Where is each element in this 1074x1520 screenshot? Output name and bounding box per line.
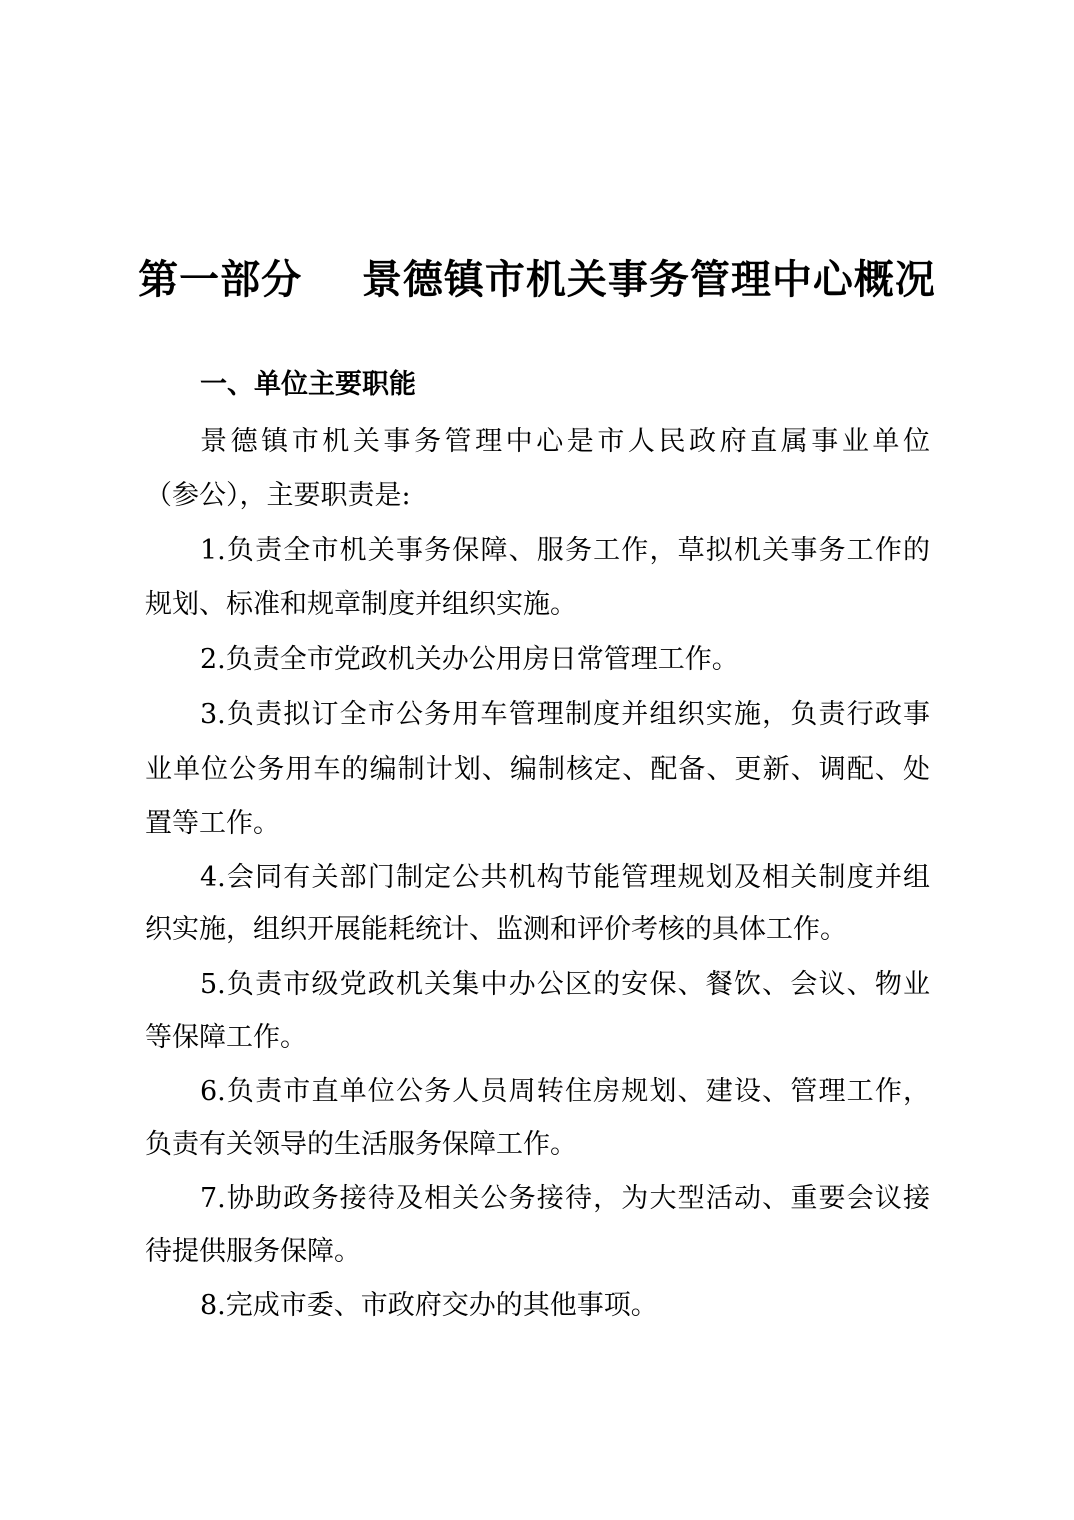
paragraph-line: 2.负责全市党政机关办公用房日常管理工作。 — [200, 644, 739, 675]
paragraph-line: 7.协助政务接待及相关公务接待，为大型活动、重要会议接 — [200, 1183, 930, 1214]
paragraph-line: 景德镇市机关事务管理中心是市人民政府直属事业单位 — [200, 426, 930, 457]
paragraph-line: （参公），主要职责是: — [145, 480, 411, 511]
paragraph-line: 规划、标准和规章制度并组织实施。 — [145, 589, 577, 620]
paragraph-line: 1.负责全市机关事务保障、服务工作，草拟机关事务工作的 — [200, 535, 930, 566]
paragraph-line: 负责有关领导的生活服务保障工作。 — [145, 1129, 577, 1160]
paragraph-line: 5.负责市级党政机关集中办公区的安保、餐饮、会议、物业 — [200, 969, 930, 1000]
section-heading: 一、单位主要职能 — [200, 369, 416, 400]
paragraph-line: 置等工作。 — [145, 808, 280, 839]
paragraph-line: 8.完成市委、市政府交办的其他事项。 — [200, 1290, 658, 1321]
paragraph-line: 待提供服务保障。 — [145, 1236, 361, 1267]
paragraph-line: 4.会同有关部门制定公共机构节能管理规划及相关制度并组 — [200, 862, 930, 893]
paragraph-line: 织实施，组织开展能耗统计、监测和评价考核的具体工作。 — [145, 914, 847, 945]
paragraph-line: 6.负责市直单位公务人员周转住房规划、建设、管理工作， — [200, 1076, 930, 1107]
paragraph-line: 等保障工作。 — [145, 1022, 307, 1053]
page-title: 第一部分 景德镇市机关事务管理中心概况 — [138, 256, 936, 303]
paragraph-line: 业单位公务用车的编制计划、编制核定、配备、更新、调配、处 — [145, 754, 930, 785]
paragraph-line: 3.负责拟订全市公务用车管理制度并组织实施，负责行政事 — [200, 699, 930, 730]
